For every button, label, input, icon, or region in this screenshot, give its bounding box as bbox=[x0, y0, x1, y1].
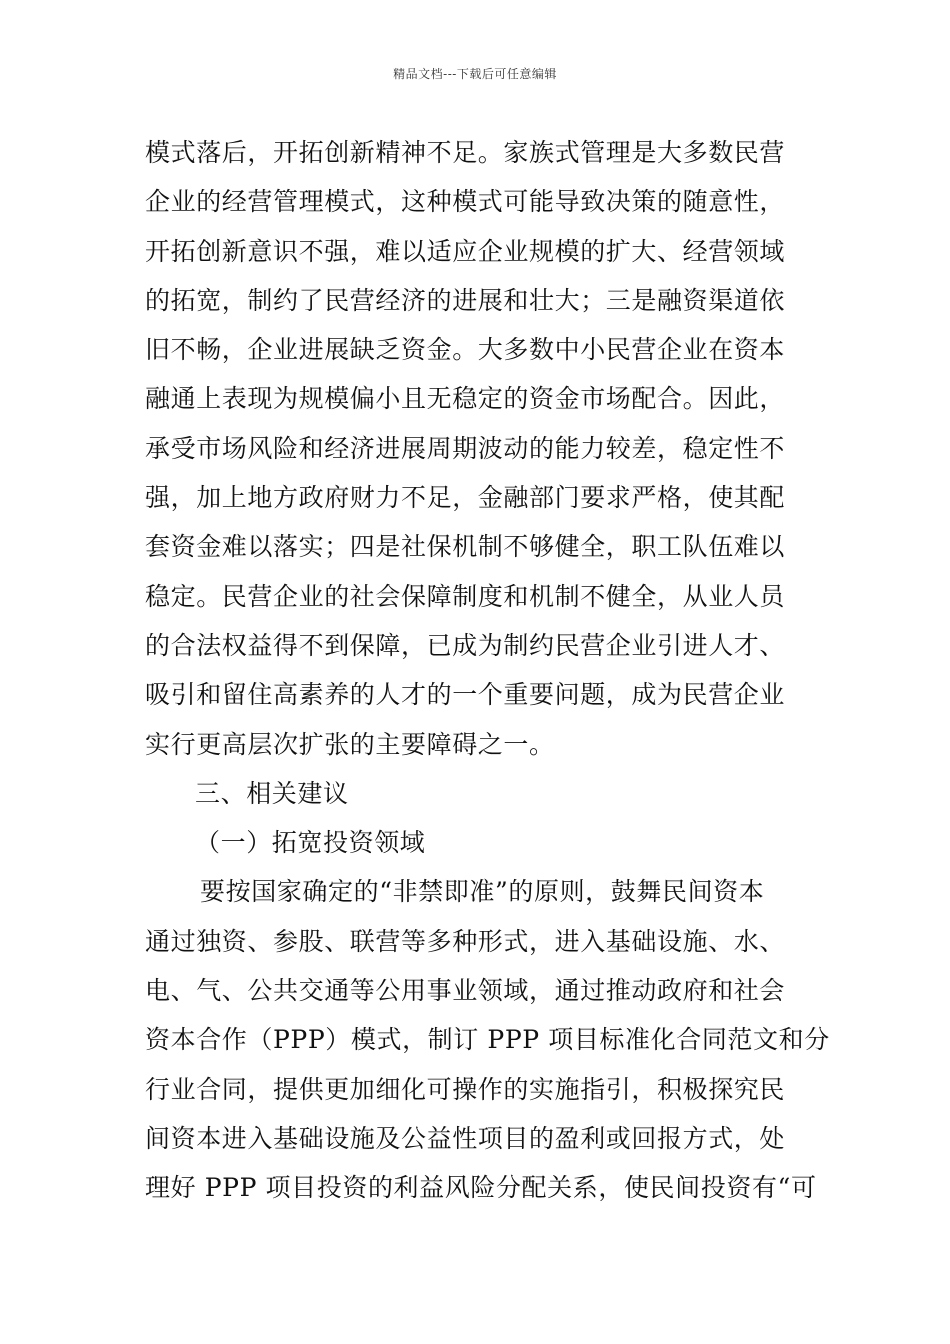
section-heading: 三、相关建议 bbox=[195, 778, 349, 808]
text-line: 稳定。民营企业的社会保障制度和机制不健全，从业人员 bbox=[145, 581, 786, 611]
text-line: 模式落后，开拓创新精神不足。家族式管理是大多数民营 bbox=[145, 138, 786, 167]
text-line: 开拓创新意识不强，难以适应企业规模的扩大、经营领域 bbox=[145, 236, 786, 266]
text-line: 承受市场风险和经济进展周期波动的能力较差，稳定性不 bbox=[145, 433, 786, 463]
text-line: 实行更高层次扩张的主要障碍之一。 bbox=[145, 729, 555, 759]
text-line: 套资金难以落实；四是社保机制不够健全，职工队伍难以 bbox=[145, 532, 786, 562]
paragraph-obstacles bbox=[145, 128, 810, 769]
text-line: 强，加上地方政府财力不足，金融部门要求严格，使其配 bbox=[145, 483, 786, 513]
paragraph-investment bbox=[145, 867, 830, 1212]
text-line: 要按国家确定的“非禁即准”的原则，鼓舞民间资本 bbox=[200, 877, 765, 907]
text-line: 通过独资、参股、联营等多种形式，进入基础设施、水、 bbox=[145, 926, 786, 956]
document-body bbox=[145, 128, 830, 1213]
text-line: 的合法权益得不到保障，已成为制约民营企业引进人才、 bbox=[145, 630, 786, 660]
subsection-heading: （一）拓宽投资领域 bbox=[195, 828, 426, 858]
text-line: 理好 PPP 项目投资的利益风险分配关系，使民间投资有“可 bbox=[145, 1173, 817, 1203]
text-line: 行业合同，提供更加细化可操作的实施指引，积极探究民 bbox=[145, 1074, 786, 1104]
text-line: 融通上表现为规模偏小且无稳定的资金市场配合。因此， bbox=[145, 384, 786, 414]
text-line: 间资本进入基础设施及公益性项目的盈利或回报方式，处 bbox=[145, 1123, 786, 1153]
text-line: 旧不畅，企业进展缺乏资金。大多数中小民营企业在资本 bbox=[145, 335, 786, 365]
text-line: 企业的经营管理模式，这种模式可能导致决策的随意性， bbox=[145, 187, 786, 217]
text-line: 资本合作（PPP）模式，制订 PPP 项目标准化合同范文和分 bbox=[145, 1025, 830, 1055]
text-line: 电、气、公共交通等公用事业领域，通过推动政府和社会 bbox=[145, 976, 786, 1006]
page-header: 精品文档---下载后可任意编辑 bbox=[393, 67, 557, 81]
text-line: 的拓宽，制约了民营经济的进展和壮大；三是融资渠道依 bbox=[145, 285, 786, 315]
text-line: 吸引和留住高素养的人才的一个重要问题，成为民营企业 bbox=[145, 680, 786, 710]
